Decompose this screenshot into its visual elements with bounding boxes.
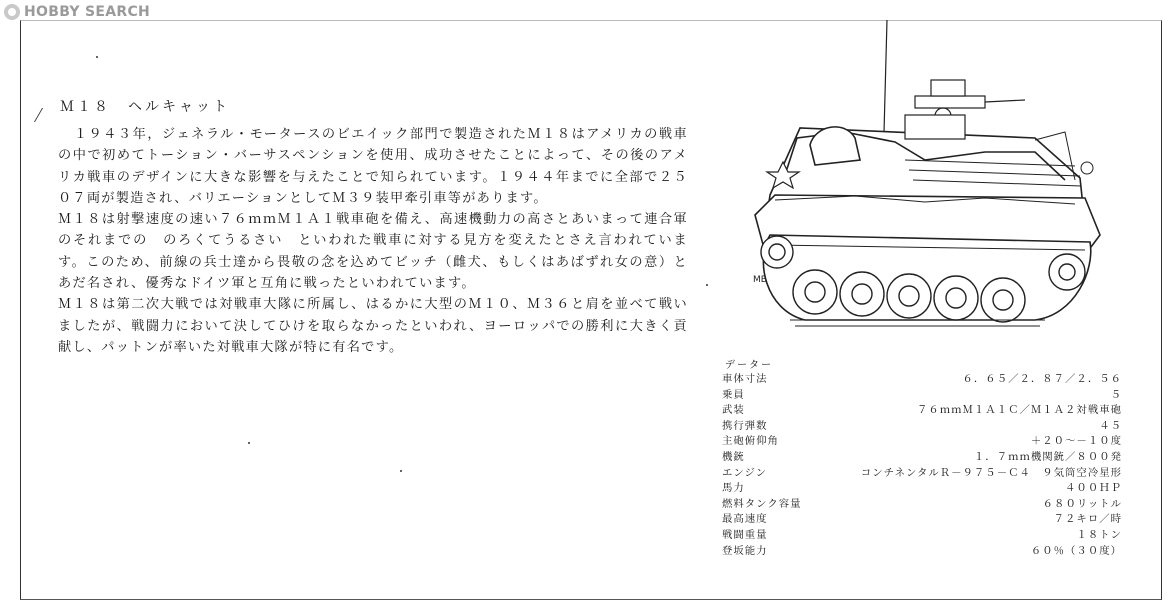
spec-row [722, 450, 1122, 466]
spec-label: 馬力 [722, 482, 745, 495]
tank-illustration-icon [735, 20, 1135, 350]
spec-value: ６０％（３０度） [1030, 544, 1122, 557]
spec-label: 乗員 [722, 388, 745, 401]
spec-value: ７６ｍｍＭ１Ａ１Ｃ／Ｍ１Ａ２対戦車砲 [916, 404, 1122, 417]
article-body [58, 124, 688, 358]
spec-value: ４００ＨＰ [1065, 482, 1122, 495]
article-title: Ｍ１８ ヘルキャット [60, 99, 230, 115]
spec-row [722, 419, 1122, 435]
spec-label: 主砲俯仰角 [722, 435, 779, 448]
spec-label: 機銃 [722, 450, 745, 463]
spec-label: 最高速度 [722, 513, 768, 526]
spec-label: 燃料タンク容量 [722, 497, 802, 510]
speck [96, 56, 98, 58]
spec-value: １．７ｍｍ機関銃／８００発 [973, 450, 1122, 463]
spec-row [722, 372, 1122, 388]
spec-value: コンチネンタルＲ－９７５－Ｃ４ ９気筒空冷星形 [860, 466, 1122, 479]
spec-heading: データー [725, 360, 773, 371]
spec-value: ＋２０〜－１０度 [1030, 435, 1122, 448]
spec-row [722, 466, 1122, 482]
spec-row [722, 388, 1122, 404]
spec-table [722, 372, 1122, 559]
spec-label: エンジン [722, 466, 768, 479]
paragraph-3: Ｍ１８は第二次大戦では対戦車大隊に所属し、はるかに大型のＭ１０、Ｍ３６と肩を並べて戦いましたが、戦闘力において決してひけを取らなかったといわれ、ヨーロッパでの勝利に大きく貢献し、パットンが率いた対戦車大隊が特に有名です。 [58, 297, 688, 355]
spec-row [722, 528, 1122, 544]
paragraph-1: １９４３年，ジェネラル・モータースのビエイック部門で製造されたＭ１８はアメリカの戦車の中で初めてトーション・バーサスペンションを使用、成功させたことによって、その後のアメリカ戦車のデザインに大きな影響を与えたことで知られています。１９４４年までに全部で２５０７両が製造され、バリエーションとしてＭ３９装甲牽引車等があります。 [58, 127, 688, 206]
speck [706, 284, 708, 286]
spec-row [722, 481, 1122, 497]
spec-label: 武装 [722, 404, 745, 417]
spec-value: ６．６５／２．８７／２．５６ [962, 373, 1122, 385]
spec-label: 登坂能力 [722, 544, 768, 557]
speck [248, 442, 250, 444]
spec-label: 携行弾数 [722, 419, 768, 432]
spec-value: ５ [1110, 388, 1122, 401]
spec-row [722, 403, 1122, 419]
paragraph-2: Ｍ１８は射撃速度の速い７６ｍｍＭ１Ａ１戦車砲を備え、高速機動力の高さとあいまって連合軍のそれまでの のろくてうるさい といわれた戦車に対する見方を変えたとさえ言われています。このため、前線の兵士達から畏敬の念を込めてビッチ（雌犬、もしくはあばずれ女の意）とあだ名され、優秀なドイツ軍と互角に戦ったといわれています。 [58, 212, 688, 292]
spec-row [722, 544, 1122, 560]
spec-label: 戦闘重量 [722, 528, 768, 541]
spec-row [722, 512, 1122, 528]
hobby-search-logo-icon [4, 4, 20, 20]
spec-label: 車体寸法 [722, 373, 768, 385]
spec-row [722, 434, 1122, 450]
spec-row [722, 497, 1122, 513]
svg-text:MB: MB [753, 275, 767, 285]
spec-value: ６８０リットル [1042, 497, 1122, 510]
speck [400, 470, 402, 472]
spec-value: １８トン [1076, 528, 1122, 541]
watermark-text: HOBBY SEARCH [24, 4, 151, 20]
spec-value: ４５ [1099, 419, 1122, 432]
spec-value: ７２キロ／時 [1053, 513, 1122, 526]
watermark [4, 2, 150, 22]
